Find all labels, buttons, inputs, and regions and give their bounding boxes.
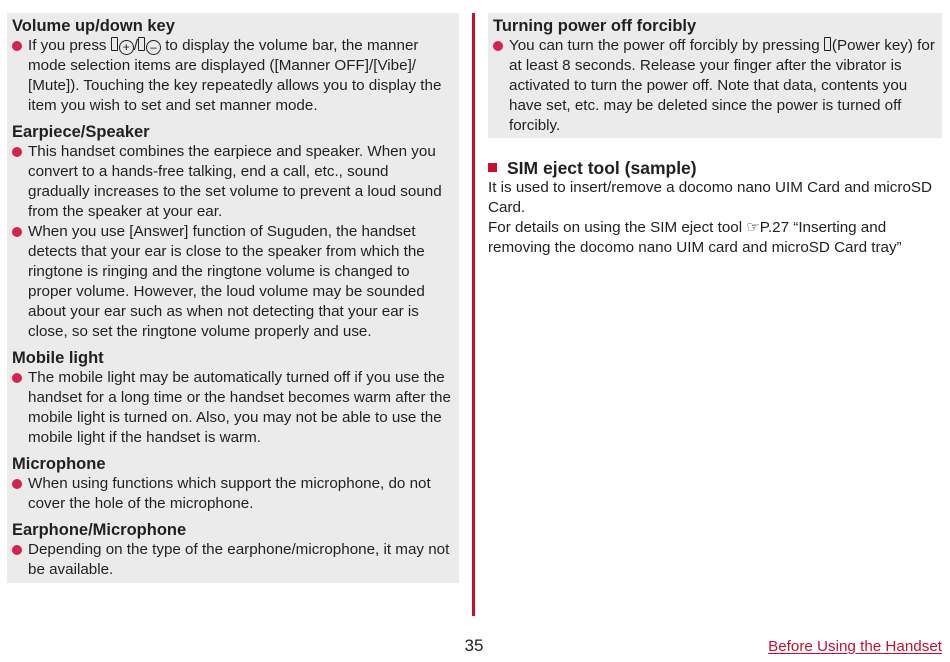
section-title: Turning power off forcibly [493,17,697,35]
left-column [7,13,459,583]
sim-paragraph-ref: For details on using the SIM eject tool ☞P.27 “Inserting and removing the docomo nano UIM card and microSD Card tray” [488,219,902,256]
sim-paragraph: It is used to insert/remove a docomo nano UIM Card and microSD Card. [488,179,933,216]
bullet-icon [12,147,22,157]
column-divider [472,13,475,616]
bullet-item: The mobile light may be automatically turned off if you use the handset for a long time or the handset becomes warm after the mobile light is turned on. Also, you may not be able to use the mobile light if the handset is warm. [12,368,454,448]
sim-section-heading: SIM eject tool (sample) [488,158,942,178]
right-column [488,13,942,258]
side-key-icon [138,37,145,51]
section-title: Microphone [12,455,106,473]
bullet-item: You can turn the power off forcibly by pressing (Power key) for at least 8 seconds. Release your finger after the vibrator is activated to turn the power off. Note that data, contents you have set, etc. may be deleted since the power is turned off forcibly. [493,36,937,136]
reference-icon: ☞ [746,219,760,236]
page-reference-link[interactable]: P.27 “Inserting and removing the docomo nano UIM card and microSD Card tray” [488,219,902,256]
bullet-icon [12,373,22,383]
bullet-icon [12,227,22,237]
bullet-icon [12,545,22,555]
bullet-item: If you press + / – to display the volume bar, the manner mode selection items are displayed ([Manner OFF]/[Vibe]/ [Mute]). Touching the key repeatedly allows you to display the item you wish to set and set manner mode. [12,36,454,116]
side-key-icon [111,37,118,51]
bullet-item: When you use [Answer] function of Suguden, the handset detects that your ear is close to the speaker from which the ringtone is ringing and the ringtone volume is changed to proper volume. However, the loud volume may be sounded about your ear such as when not detecting that your ear is close, so set the ringtone volume properly and use. [12,222,454,342]
minus-circle-icon: – [146,40,161,55]
bullet-item: This handset combines the earpiece and speaker. When you convert to a hands-free talking, end a call, etc., sound gradually increases to the set volume to prevent a loud sound from the speaker at your ear. [12,142,454,222]
bullet-item: When using functions which support the microphone, do not cover the hole of the microphone. [12,474,454,514]
section-earpiece-speaker [12,122,454,342]
chapter-link[interactable]: Before Using the Handset [768,638,942,655]
power-key-icon [824,37,831,51]
section-volume-key [12,16,454,116]
square-bullet-icon [488,163,497,172]
section-title: Volume up/down key [12,17,175,35]
bullet-icon [12,41,22,51]
bullet-icon [12,479,22,489]
bullet-icon [493,41,503,51]
section-microphone [12,454,454,514]
section-title: Earpiece/Speaker [12,123,150,141]
section-title: Earphone/Microphone [12,521,187,539]
section-title: Mobile light [12,349,104,367]
page-number: 35 [464,636,484,655]
section-earphone-microphone [12,520,454,580]
section-mobile-light [12,348,454,448]
section-power-off [488,13,942,138]
plus-circle-icon: + [119,40,134,55]
bullet-item: Depending on the type of the earphone/microphone, it may not be available. [12,540,454,580]
